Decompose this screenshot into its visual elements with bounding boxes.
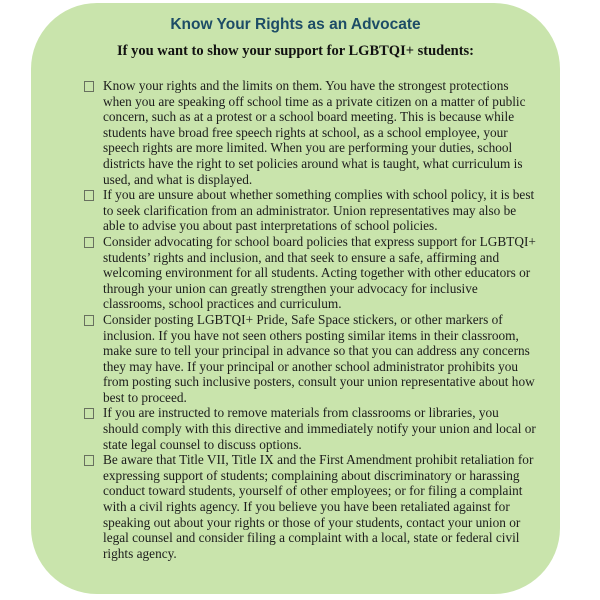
list-item (84, 234, 537, 312)
checkbox-bullet-icon (84, 237, 94, 248)
list-item (84, 452, 537, 561)
list-item-text: Know your rights and the limits on them. You have the strongest protections when you are speaking off school time as a private citizen on a matter of public concern, such as at a protest or a school board meeting. This is because while students have broad free speech rights at school, as a school employee, your speech rights are more limited. When you are performing your duties, school districts have the right to set policies around what is taught, what curriculum is used, and what is displayed. (103, 78, 526, 187)
card-title: Know Your Rights as an Advocate (170, 16, 421, 33)
list-item-text: Consider advocating for school board policies that express support for LGBTQI+ students’ rights and inclusion, and that seek to ensure a safe, affirming and welcoming environment for all students. Acting together with other educators or through your union can greatly strengthen your advocacy for inclusive classrooms, school practices and curriculum. (103, 233, 536, 312)
checkbox-bullet-icon (84, 190, 94, 201)
checkbox-bullet-icon (84, 455, 94, 466)
list-item-text: If you are unsure about whether something complies with school policy, it is best to seek clarification from an administrator. Union representatives may also be able to advise you about past interpretations of school policies. (103, 187, 535, 234)
list-item-text: If you are instructed to remove materials from classrooms or libraries, you should comply with this directive and immediately notify your union and local or state legal counsel to discuss options. (103, 405, 536, 452)
card-subtitle: If you want to show your support for LGBTQI+ students: (117, 43, 474, 59)
list-item (84, 312, 537, 406)
checkbox-bullet-icon (84, 81, 94, 92)
list-item-text: Be aware that Title VII, Title IX and the First Amendment prohibit retaliation for expressing support of students; complaining about discriminatory or harassing conduct toward students, yourself of other employees; or for filing a complaint with a civil rights agency. If you believe you have been retaliated against for speaking out about your rights or those of your students, contact your union or legal counsel and consider filing a complaint with a local, state or federal civil rights agency. (103, 452, 534, 561)
advocacy-rights-card (31, 3, 560, 594)
list-item-text: Consider posting LGBTQI+ Pride, Safe Space stickers, or other markers of inclusion. If you have not seen others posting similar items in their classroom, make sure to tell your principal in advance so that you can address any concerns they may have. If your principal or another school administrator prohibits you from posting such inclusive posters, consult your union representative about how best to proceed. (103, 311, 535, 405)
list-item (84, 405, 537, 452)
list-item (84, 187, 537, 234)
checkbox-bullet-icon (84, 315, 94, 326)
advocacy-tips-list (31, 78, 560, 561)
list-item (84, 78, 537, 187)
checkbox-bullet-icon (84, 408, 94, 419)
